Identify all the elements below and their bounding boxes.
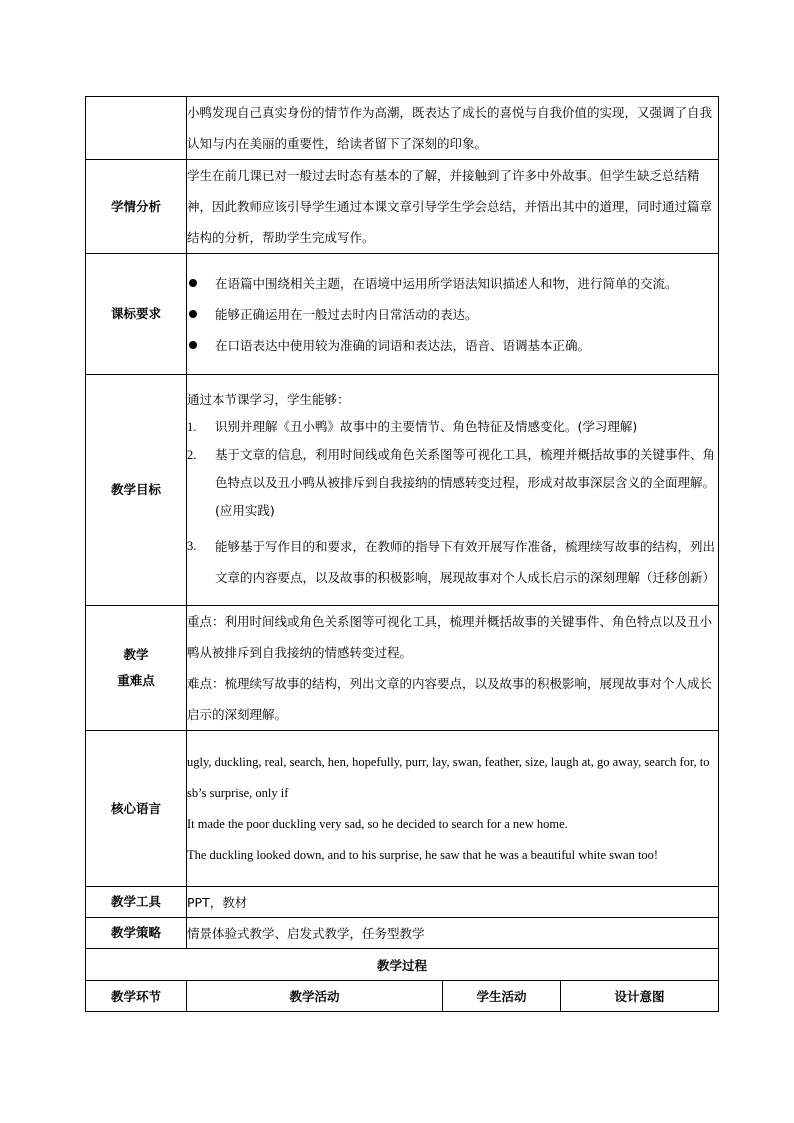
key-points-label-line1: 教学 (123, 647, 149, 662)
lesson-plan-table (85, 96, 719, 1012)
key-points-label (86, 606, 187, 731)
objective-text: 基于文章的信息，利用时间线或角色关系图等可视化工具，梳理并概括故事的关键事件、角色特点以及丑小鸭从被排斥到自我接纳的情感转变过程，形成对故事深层含义的全面理解。(应用实践) (215, 447, 716, 518)
core-language-cell (187, 731, 719, 887)
curriculum-list (187, 268, 718, 361)
row-intro (86, 97, 719, 160)
bullet-icon (189, 341, 197, 349)
intro-label-cell (86, 97, 187, 160)
objective-text: 能够基于写作目的和要求，在教师的指导下有效开展写作准备，梳理续写故事的结构，列出文章的内容要点，以及故事的积极影响，展现故事对个人成长启示的深刻理解（迁移创新） (215, 539, 716, 585)
header-teacher-activity: 教学活动 (187, 981, 443, 1012)
tools-cell (187, 887, 719, 918)
curriculum-item (187, 330, 718, 361)
strategy-cell (187, 918, 719, 949)
header-stage: 教学环节 (86, 981, 187, 1012)
key-points-label-line2: 重难点 (117, 673, 155, 688)
row-process-header (86, 981, 719, 1012)
intro-cell (187, 97, 719, 160)
row-student-analysis (86, 160, 719, 254)
student-analysis-text: 学生在前几课已对一般过去时态有基本的了解，并接触到了许多中外故事。但学生缺乏总结精神，因此教师应该引导学生通过本课文章引导学生学会总结，并悟出其中的道理，同时通过篇章结构的分析，帮助学生完成写作。 (187, 168, 713, 245)
key-points-difficulty: 难点：梳理续写故事的结构，列出文章的内容要点，以及故事的积极影响，展现故事对个人成长启示的深刻理解。 (187, 676, 713, 722)
tools-label: 教学工具 (86, 887, 187, 918)
objective-number: 1. (187, 420, 197, 434)
objectives-list (187, 413, 718, 593)
objective-item (187, 441, 718, 525)
row-key-points (86, 606, 719, 731)
objective-text: 识别并理解《丑小鸭》故事中的主要情节、角色特征及情感变化。(学习理解) (215, 419, 638, 434)
objective-item (187, 413, 718, 441)
curriculum-item-text: 能够正确运用在一般过去时内日常活动的表达。 (215, 306, 478, 322)
key-points-cell (187, 606, 719, 731)
curriculum-item-text: 在口语表达中使用较为准确的词语和表达法，语音、语调基本正确。 (215, 337, 591, 353)
row-objectives (86, 375, 719, 606)
strategy-label: 教学策略 (86, 918, 187, 949)
row-core-language (86, 731, 719, 887)
tools-text: PPT，教材 (187, 894, 248, 910)
header-student-activity: 学生活动 (443, 981, 561, 1012)
intro-text: 小鸭发现自己真实身份的情节作为高潮，既表达了成长的喜悦与自我价值的实现，又强调了自我认知与内在美丽的重要性，给读者留下了深刻的印象。 (187, 105, 713, 151)
strategy-text: 情景体验式教学、启发式教学，任务型教学 (187, 925, 425, 941)
objective-item (187, 531, 718, 593)
row-strategy (86, 918, 719, 949)
core-language-vocab: ugly, duckling, real, search, hen, hopefully, purr, lay, swan, feather, size, laugh at, go away, search for, to sb’s surprise, only if (187, 754, 710, 800)
header-design-intent: 设计意图 (561, 981, 719, 1012)
bullet-icon (189, 310, 197, 318)
core-language-sentence-1: It made the poor duckling very sad, so he decided to search for a new home. (187, 816, 568, 831)
curriculum-item (187, 299, 718, 330)
curriculum-item (187, 268, 718, 299)
curriculum-label: 课标要求 (86, 254, 187, 375)
student-analysis-cell (187, 160, 719, 254)
row-tools (86, 887, 719, 918)
objective-number: 3. (187, 539, 197, 553)
student-analysis-label: 学情分析 (86, 160, 187, 254)
objective-number: 2. (187, 448, 197, 462)
key-points-focus: 重点：利用时间线或角色关系图等可视化工具，梳理并概括故事的关键事件、角色特点以及丑小鸭从被排斥到自我接纳的情感转变过程。 (187, 614, 713, 660)
lesson-plan-page (85, 96, 718, 1012)
objectives-label: 教学目标 (86, 375, 187, 606)
curriculum-item-text: 在语篇中围绕相关主题，在语境中运用所学语法知识描述人和物，进行简单的交流。 (215, 275, 678, 291)
objectives-intro: 通过本节课学习，学生能够： (187, 392, 350, 407)
core-language-sentence-2: The duckling looked down, and to his surprise, he saw that he was a beautiful white swan too! (187, 847, 659, 862)
curriculum-cell (187, 254, 719, 375)
core-language-label: 核心语言 (86, 731, 187, 887)
objectives-cell (187, 375, 719, 606)
process-title: 教学过程 (86, 949, 719, 981)
row-process-title (86, 949, 719, 981)
row-curriculum (86, 254, 719, 375)
bullet-icon (189, 279, 197, 287)
